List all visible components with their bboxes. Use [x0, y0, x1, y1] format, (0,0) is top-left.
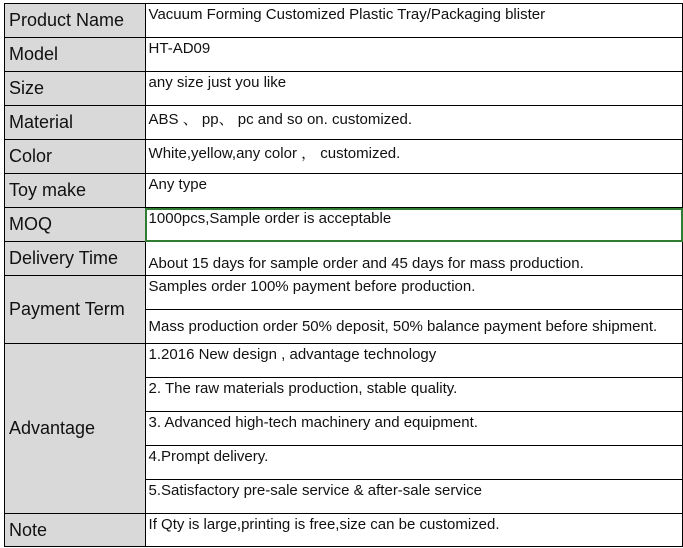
table-row — [5, 174, 683, 208]
table-row — [5, 514, 683, 547]
advantage-value-5[interactable]: 5.Satisfactory pre-sale service & after-sale service — [145, 480, 682, 514]
color-value[interactable]: White,yellow,any color ， customized. — [145, 140, 682, 174]
size-value[interactable]: any size just you like — [145, 72, 682, 106]
moq-value-selected-cell[interactable]: 1000pcs,Sample order is acceptable — [145, 208, 682, 242]
product-name-value[interactable]: Vacuum Forming Customized Plastic Tray/Packaging blister — [145, 4, 682, 38]
advantage-value-4[interactable]: 4.Prompt delivery. — [145, 446, 682, 480]
advantage-label[interactable]: Advantage — [5, 344, 146, 514]
toy-make-label[interactable]: Toy make — [5, 174, 146, 208]
note-label[interactable]: Note — [5, 514, 146, 547]
product-name-label[interactable]: Product Name — [5, 4, 146, 38]
advantage-value-2[interactable]: 2. The raw materials production, stable quality. — [145, 378, 682, 412]
table-row — [5, 38, 683, 72]
payment-term-value-1[interactable]: Samples order 100% payment before production. — [145, 276, 682, 310]
table-row — [5, 4, 683, 38]
toy-make-value[interactable]: Any type — [145, 174, 682, 208]
note-value[interactable]: If Qty is large,printing is free,size can be customized. — [145, 514, 682, 547]
table-row — [5, 344, 683, 378]
material-label[interactable]: Material — [5, 106, 146, 140]
table-row — [5, 140, 683, 174]
model-label[interactable]: Model — [5, 38, 146, 72]
color-label[interactable]: Color — [5, 140, 146, 174]
table-row — [5, 242, 683, 276]
product-spec-table — [4, 3, 683, 547]
payment-term-label[interactable]: Payment Term — [5, 276, 146, 344]
size-label[interactable]: Size — [5, 72, 146, 106]
material-value[interactable]: ABS 、 pp、 pc and so on. customized. — [145, 106, 682, 140]
payment-term-value-2[interactable]: Mass production order 50% deposit, 50% balance payment before shipment. — [145, 310, 682, 344]
table-row — [5, 276, 683, 310]
table-row — [5, 72, 683, 106]
table-row — [5, 106, 683, 140]
table-row — [5, 208, 683, 242]
advantage-value-3[interactable]: 3. Advanced high-tech machinery and equipment. — [145, 412, 682, 446]
moq-label[interactable]: MOQ — [5, 208, 146, 242]
delivery-time-value[interactable]: About 15 days for sample order and 45 days for mass production. — [145, 242, 682, 276]
advantage-value-1[interactable]: 1.2016 New design , advantage technology — [145, 344, 682, 378]
model-value[interactable]: HT-AD09 — [145, 38, 682, 72]
delivery-time-label[interactable]: Delivery Time — [5, 242, 146, 276]
